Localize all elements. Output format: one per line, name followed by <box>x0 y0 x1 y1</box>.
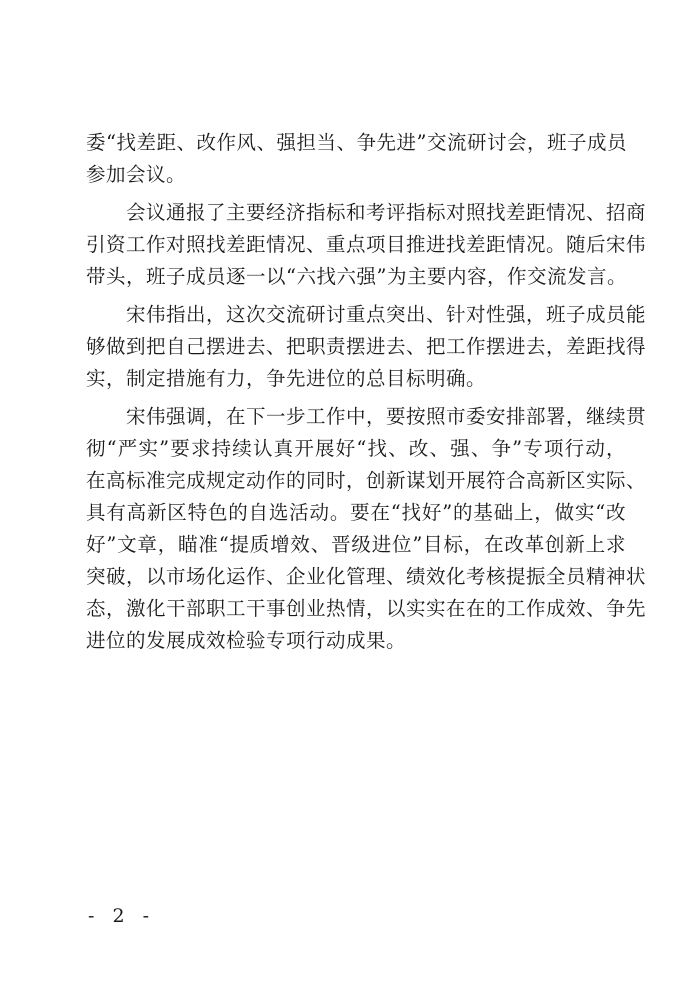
document-body <box>86 127 647 657</box>
text-line: 委“找差距、改作风、强担当、争先进”交流研讨会，班子成员 <box>86 131 627 154</box>
text-line: 具有高新区特色的自选活动。要在“找好”的基础上，做实“改 <box>86 501 626 524</box>
text-line: 态，激化干部职工干事创业热情，以实实在在的工作成效、争先 <box>86 597 647 620</box>
text-line: 突破，以市场化运作、企业化管理、绩效化考核提振全员精神状 <box>86 565 647 588</box>
text-line: 引资工作对照找差距情况、重点项目推进找差距情况。随后宋伟 <box>86 233 647 256</box>
text-line: 彻“严实”要求持续认真开展好“找、改、强、争”专项行动， <box>86 437 626 460</box>
text-line: 实，制定措施有力，争先进位的总目标明确。 <box>86 367 487 390</box>
text-line: 参加会议。 <box>86 163 187 186</box>
text-line: 好”文章，瞄准“提质增效、晋级进位”目标，在改革创新上求 <box>86 533 626 556</box>
text-line: 宋伟强调，在下一步工作中，要按照市委安排部署，继续贯 <box>126 405 647 428</box>
text-line: 会议通报了主要经济指标和考评指标对照找差距情况、招商 <box>126 201 647 224</box>
text-line: 宋伟指出，这次交流研讨重点突出、针对性强，班子成员能 <box>126 303 647 326</box>
text-line: 进位的发展成效检验专项行动成果。 <box>86 629 407 652</box>
text-line: 在高标准完成规定动作的同时，创新谋划开展符合高新区实际、 <box>86 469 647 492</box>
page-number: - 2 - <box>88 905 156 927</box>
text-line: 够做到把自己摆进去、把职责摆进去、把工作摆进去，差距找得 <box>86 335 647 358</box>
text-line: 带头，班子成员逐一以“六找六强”为主要内容，作交流发言。 <box>86 265 627 288</box>
